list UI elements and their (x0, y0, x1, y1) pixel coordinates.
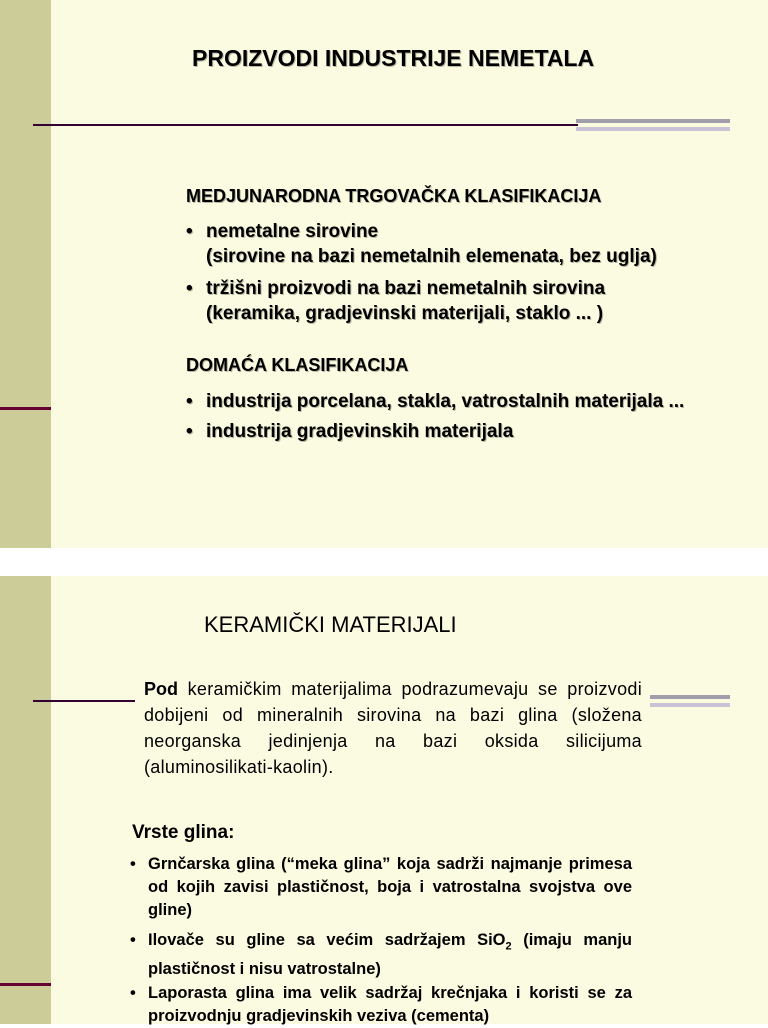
side-bar (0, 576, 51, 1024)
list-item (186, 276, 605, 326)
slide2-title: KERAMIČKI MATERIJALI (204, 612, 457, 637)
title-divider-line (33, 700, 135, 702)
item-text (130, 853, 632, 922)
bullet-icon: • (186, 221, 193, 242)
ceramics-definition (144, 676, 642, 780)
item-lead: Ilovače su gline sa većim sadržajem SiO (148, 931, 506, 949)
para-lead: Pod (144, 679, 178, 699)
decor-bar-top (650, 695, 730, 699)
bullet-text: nemetalne sirovine (206, 221, 379, 242)
bullet-icon: • (130, 984, 136, 1002)
heading-international-classification: MEDJUNARODNA TRGOVAČKA KLASIFIKACIJA (186, 186, 602, 206)
list-item (186, 419, 513, 444)
side-accent-line (0, 983, 51, 986)
bullet-icon: • (186, 278, 193, 299)
para-rest: keramičkim materijalima podrazumevaju se proizvodi dobijeni od mineralnih sirovina na bazi glina (složena neorganska jedinjenja na bazi oksida silicijuma (aluminosilikati-kaolin). (144, 679, 642, 777)
item-subscript: 2 (505, 940, 512, 953)
bullet-text: industrija porcelana, stakla, vatrostalnih materijala ... (206, 391, 685, 412)
list-item (130, 929, 632, 981)
heading-domestic-classification: DOMAĆA KLASIFIKACIJA (186, 355, 409, 375)
item-rest: glina (“meka glina” koja sadrži najmanje primesa od kojih zavisi plastičnost, boja i vatrostalna svojstva ove gline) (148, 855, 632, 919)
list-item (186, 219, 657, 269)
slide1-title: PROIZVODI INDUSTRIJE NEMETALA (192, 45, 595, 71)
title-divider-line (33, 124, 578, 126)
bullet-icon: • (130, 855, 136, 873)
bullet-text: tržišni proizvodi na bazi nemetalnih sirovina (206, 278, 606, 299)
list-item (130, 853, 632, 922)
bullet-icon: • (130, 931, 136, 949)
list-item (186, 389, 684, 414)
decor-bar-top (576, 119, 730, 123)
item-lead: Laporasta glina ima velik sadržaj krečnjaka i koristi se za proizvodnju gradjevinskih veziva (cementa) (148, 984, 632, 1025)
bullet-icon: • (186, 391, 193, 412)
bullet-icon: • (186, 421, 193, 442)
side-accent-line (0, 407, 51, 410)
list-item (130, 982, 632, 1028)
item-text (130, 982, 632, 1028)
item-text (130, 929, 632, 981)
side-bar (0, 0, 51, 548)
bullet-detail: (sirovine na bazi nemetalnih elemenata, bez uglja) (206, 246, 657, 267)
clay-types-heading: Vrste glina: (132, 822, 235, 843)
bullet-text: industrija gradjevinskih materijala (206, 421, 514, 442)
decor-bar-bottom (650, 703, 730, 707)
bullet-detail: (keramika, gradjevinski materijali, staklo ... ) (206, 303, 604, 324)
item-rest: (imaju manju plastičnost i nisu vatrostalne) (148, 931, 632, 979)
decor-bar-bottom (576, 127, 730, 131)
item-lead: Grnčarska (148, 855, 230, 873)
